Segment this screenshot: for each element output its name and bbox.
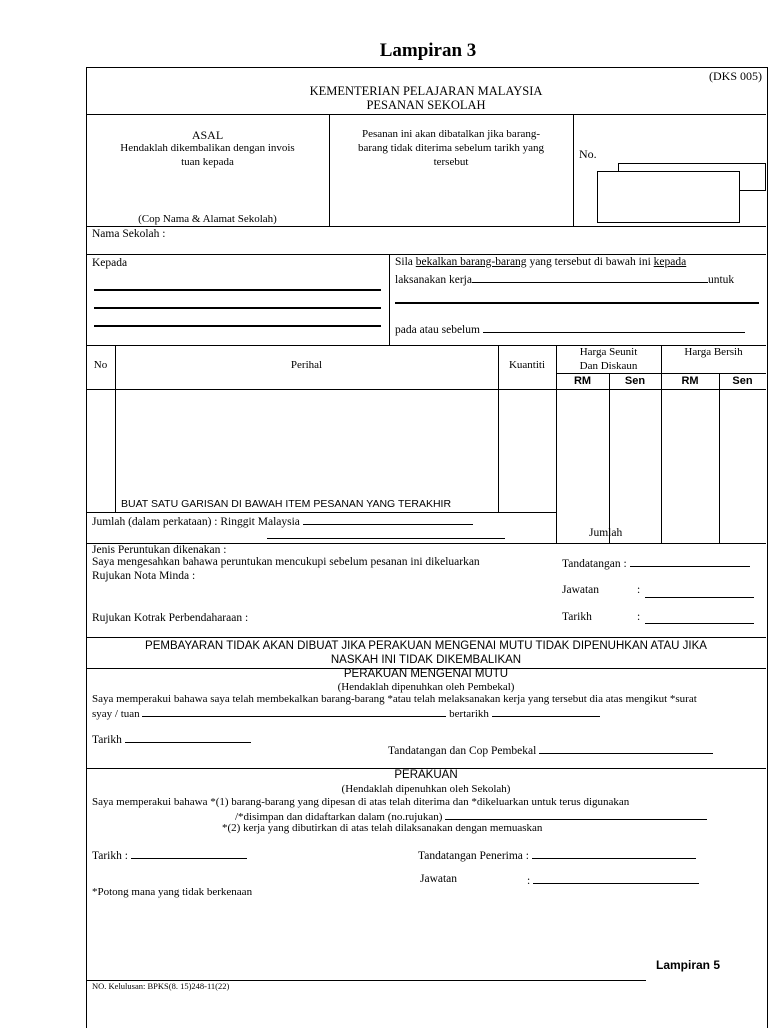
supply-pada: pada atau sebelum (395, 324, 480, 336)
surat-field[interactable] (142, 706, 446, 717)
form-code: (DKS 005) (709, 69, 762, 83)
perakuan-tarikh-label: Tarikh : (92, 850, 128, 862)
supply-line-3 (395, 322, 745, 336)
kepada-line-3 (94, 325, 381, 327)
perakuan-title: PERAKUAN (394, 769, 458, 781)
col-harga-seunit-header-2: Dan Diskaun (579, 360, 638, 372)
table-header-line (86, 389, 766, 390)
asal-title: ASAL (191, 128, 224, 142)
allocation-confirm-text: Saya mengesahkan bahawa peruntukan mencukupi sebelum pesanan ini dikeluarkan (92, 556, 480, 568)
no-rujukan-field[interactable] (445, 809, 707, 820)
jawatan-colon: : (637, 584, 641, 596)
perakuan-tarikh-row (92, 848, 247, 862)
mutu-tarikh-field[interactable] (125, 732, 251, 743)
rm-header: RM (573, 375, 592, 387)
page-title: Lampiran 3 (379, 40, 477, 61)
potong-note: *Potong mana yang tidak berkenaan (92, 886, 253, 898)
col-harga-bersih-header: Harga Bersih (684, 346, 743, 358)
perakuan-line3: *(2) kerja yang dibutirkan di atas telah dilaksanakan dengan memuaskan (222, 822, 543, 834)
mutu-signature-row (388, 743, 713, 757)
perakuan-jawatan-label: Jawatan (420, 873, 458, 885)
divider (86, 254, 766, 255)
table-subheader-line (556, 373, 766, 374)
perakuan-subtitle: (Hendaklah dipenuhkan oleh Sekolah) (341, 783, 511, 795)
work-field[interactable] (472, 272, 708, 283)
penerima-signature-row (418, 848, 696, 862)
col-harga-seunit-header-1: Harga Seunit (579, 346, 638, 358)
order-no-box[interactable] (597, 171, 740, 223)
jenis-peruntukan-label: Jenis Peruntukan dikenakan : (92, 544, 227, 556)
supplier-signature-field[interactable] (539, 743, 713, 754)
tandatangan-cop-label: Tandatangan dan Cop Pembekal (388, 745, 537, 757)
perakuan-tarikh-field[interactable] (131, 848, 247, 859)
mutu-title: PERAKUAN MENGENAI MUTU (343, 668, 509, 680)
jumlah-words-row (92, 514, 473, 528)
table-col-divider (609, 373, 610, 543)
asal-cop-label: (Cop Nama & Alamat Sekolah) (138, 213, 277, 225)
table-body-bottom (86, 512, 556, 513)
recipient-signature-field[interactable] (532, 848, 696, 859)
mutu-tarikh-label: Tarikh (92, 734, 122, 746)
divider (389, 254, 390, 345)
tandatangan-label: Tandatangan : (562, 558, 627, 570)
cancel-note-line3: tersebut (433, 156, 469, 168)
ministry-title: KEMENTERIAN PELAJARAN MALAYSIA (309, 84, 543, 98)
divider (86, 226, 766, 227)
supply-line-1 (395, 256, 686, 268)
jawatan-field[interactable] (645, 597, 754, 598)
mutu-ref-row (92, 706, 600, 720)
sen-header: Sen (732, 375, 753, 387)
approval-ref: NO. Kelulusan: BPKS(8. 15)248-11(22) (92, 981, 230, 991)
divider (86, 114, 766, 115)
divider (86, 637, 766, 638)
order-no-label: No. (579, 147, 597, 161)
last-item-note: BUAT SATU GARISAN DI BAWAH ITEM PESANAN YANG TERAKHIR (121, 498, 452, 510)
tandatangan-penerima-label: Tandatangan Penerima : (418, 850, 529, 862)
perakuan-jawatan-row (527, 873, 699, 887)
rm-header: RM (681, 375, 699, 387)
document-title: PESANAN SEKOLAH (366, 98, 486, 112)
supply-field-line (395, 302, 759, 304)
payment-warning-line1: PEMBAYARAN TIDAK AKAN DIBUAT JIKA PERAKUAN MENGENAI MUTU TIDAK DIPENUHKAN ATAU JIKA (145, 640, 707, 652)
perakuan-line1: Saya memperakui bahawa *(1) barang-barang yang dipesan di atas telah diterima dan *dikeluarkan untuk terus digunakan (92, 796, 630, 808)
allocation-signature-row (562, 556, 750, 570)
syay-tuan-label: syay / tuan (92, 708, 140, 720)
tarikh-label: Tarikh (562, 611, 592, 623)
mutu-tarikh-row (92, 732, 251, 746)
cancel-note-line1: Pesanan ini akan dibatalkan jika barang- (361, 128, 541, 140)
recipient-position-field[interactable] (533, 873, 699, 884)
supply-sila: Sila (395, 256, 413, 268)
supply-mid: yang tersebut di bawah ini (529, 256, 651, 268)
bertarikh-field[interactable] (492, 706, 600, 717)
perakuan-line2-row (235, 809, 707, 823)
col-perihal-header: Perihal (290, 359, 323, 371)
supply-bekalkan: bekalkan barang-barang (415, 256, 527, 268)
jawatan-label: Jawatan (562, 584, 600, 596)
perakuan-line2: /*disimpan dan didaftarkan dalam (no.rujukan) (235, 811, 443, 823)
signature-field[interactable] (630, 556, 750, 567)
asal-line1: Hendaklah dikembalikan dengan invois (120, 142, 295, 154)
tarikh-colon: : (637, 611, 641, 623)
table-col-divider (719, 373, 720, 543)
kontrak-label: Rujukan Kotrak Perbendaharaan : (92, 612, 249, 624)
amount-words-line-2 (267, 538, 505, 539)
col-no-header: No (93, 359, 108, 371)
divider (573, 114, 574, 226)
supply-laksanakan: laksanakan kerja (395, 274, 472, 286)
jumlah-words-label: Jumlah (dalam perkataan) : Ringgit Malaysia (92, 516, 300, 528)
supply-untuk: untuk (707, 274, 735, 286)
deadline-field[interactable] (483, 322, 745, 333)
payment-warning-line2: NASKAH INI TIDAK DIKEMBALIKAN (330, 654, 522, 666)
mutu-statement: Saya memperakui bahawa saya telah membekalkan barang-barang *atau telah melaksanakan kerja yang tersebut dia atas mengikut *surat (92, 693, 697, 705)
jumlah-label: Jumlah (589, 527, 623, 539)
kepada-line-1 (94, 289, 381, 291)
sen-header: Sen (624, 375, 646, 387)
supply-kepada: kepada (653, 256, 687, 268)
mutu-subtitle: (Hendaklah dipenuhkan oleh Pembekal) (337, 681, 515, 693)
bertarikh-label: bertarikh (449, 708, 489, 720)
nama-sekolah-label: Nama Sekolah : (92, 228, 166, 240)
kepada-label: Kepada (92, 257, 128, 269)
nota-minda-label: Rujukan Nota Minda : (92, 570, 196, 582)
col-kuantiti-header: Kuantiti (508, 359, 546, 371)
asal-line2: tuan kepada (181, 156, 234, 168)
cancel-note-line2: barang tidak diterima sebelum tarikh yang (357, 142, 545, 154)
perakuan-jawatan-colon: : (527, 875, 531, 887)
kepada-line-2 (94, 307, 381, 309)
tarikh-field[interactable] (645, 623, 754, 624)
supply-line-2 (395, 272, 734, 286)
amount-words-field[interactable] (303, 514, 473, 525)
lampiran5-label: Lampiran 5 (656, 958, 721, 972)
